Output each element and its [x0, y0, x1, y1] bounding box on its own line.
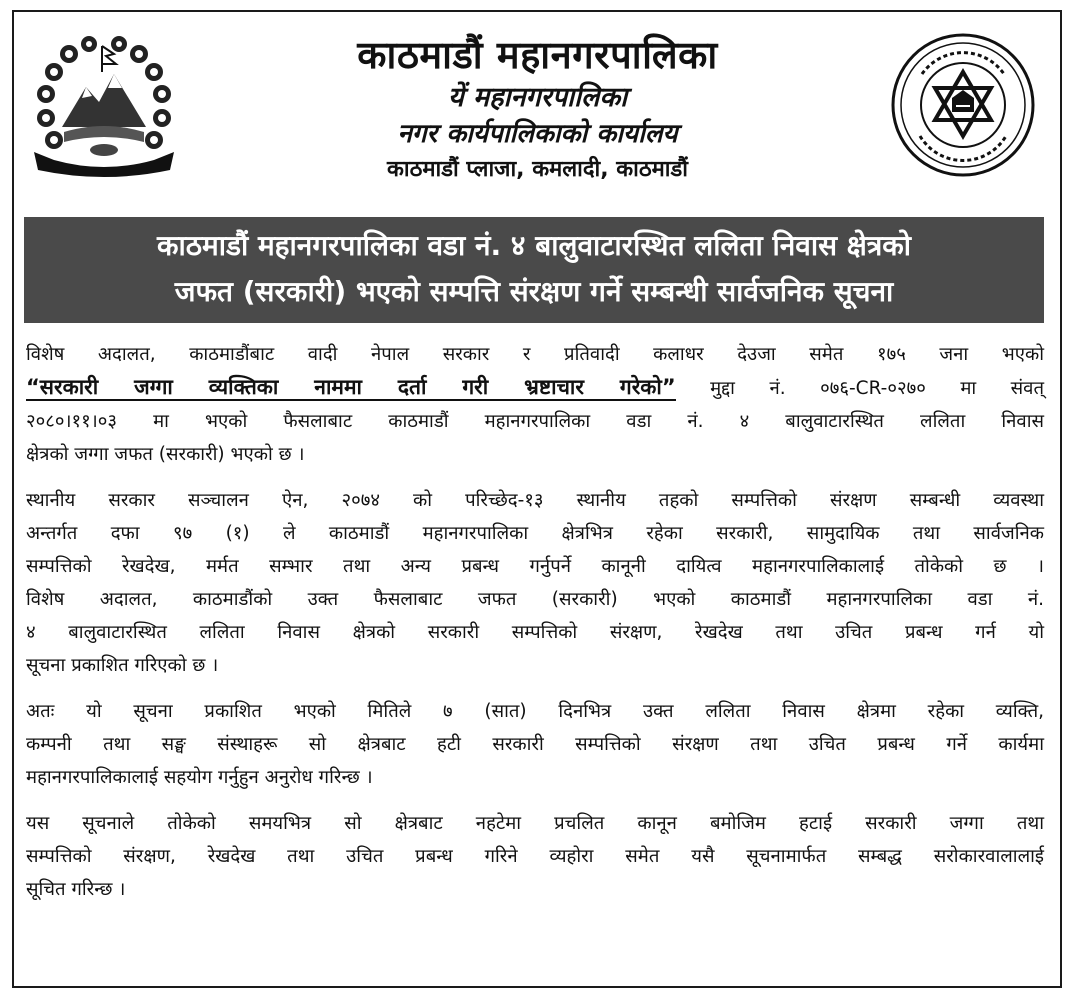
- org-name-newari: यें महानगरपालिका: [447, 82, 628, 113]
- paragraph-4: [26, 807, 1044, 906]
- office-address: काठमाडौं प्लाजा, कमलादी, काठमाडौं: [387, 157, 688, 182]
- body-line-segment: मुद्दा नं. ०७६-CR-०२७० मा संवत्: [675, 378, 1045, 399]
- notice-title-line-2: जफत (सरकारी) भएको सम्पत्ति संरक्षण गर्ने सम्बन्धी सार्वजनिक सूचना: [174, 275, 894, 308]
- body-line: विशेष अदालत, काठमाडौंबाट वादी नेपाल सरकार र प्रतिवादी कलाधर देउजा समेत १७५ जना भएको: [26, 344, 1044, 365]
- header: [200, 30, 875, 188]
- body-line: [26, 371, 1044, 405]
- body-line: ४ बालुवाटारस्थित ललिता निवास क्षेत्रको सरकारी सम्पत्तिको संरक्षण, रेखदेख तथा उचित प्रबन्ध गर्न यो: [26, 622, 1044, 643]
- body-line: सूचना प्रकाशित गरिएको छ ।: [26, 655, 219, 676]
- nepal-emblem-icon: [24, 32, 184, 182]
- paragraph-1: [26, 338, 1044, 471]
- kmc-seal-icon: [890, 32, 1036, 178]
- body-line: सम्पत्तिको संरक्षण, रेखदेख तथा उचित प्रबन्ध गरिने व्यहोरा समेत यसै सूचनामार्फत सम्बद्ध सरोकारवालालाई: [26, 846, 1044, 867]
- body-line: सूचित गरिन्छ ।: [26, 879, 126, 900]
- notice-title-line-1: काठमाडौं महानगरपालिका वडा नं. ४ बालुवाटारस्थित ललिता निवास क्षेत्रको: [156, 229, 912, 262]
- body-line: स्थानीय सरकार सञ्चालन ऐन, २०७४ को परिच्छेद-१३ स्थानीय तहको सम्पत्तिको संरक्षण सम्बन्धी व्यवस्था: [26, 490, 1044, 511]
- office-name: नगर कार्यपालिकाको कार्यालय: [397, 119, 678, 149]
- body-line: महानगरपालिकालाई सहयोग गर्नुहुन अनुरोध गरिन्छ ।: [26, 767, 373, 788]
- body-line: यस सूचनाले तोकेको समयभित्र सो क्षेत्रबाट नहटेमा प्रचलित कानून बमोजिम हटाई सरकारी जग्गा तथा: [26, 813, 1044, 834]
- notice-body: [26, 338, 1044, 919]
- case-title-quote: “सरकारी जग्गा व्यक्तिका नाममा दर्ता गरी भ्रष्टाचार गरेको”: [26, 375, 676, 399]
- org-name: काठमाडौं महानगरपालिका: [357, 33, 718, 77]
- body-line: सम्पत्तिको रेखदेख, मर्मत सम्भार तथा अन्य प्रबन्ध गर्नुपर्ने कानूनी दायित्व महानगरपालिकालाई तोकेको छ ।: [26, 556, 1044, 577]
- paragraph-3: [26, 695, 1044, 794]
- body-line: अतः यो सूचना प्रकाशित भएको मितिले ७ (सात) दिनभित्र उक्त ललिता निवास क्षेत्रमा रहेका व्यक्ति,: [26, 701, 1044, 722]
- body-line: अन्तर्गत दफा ९७ (१) ले काठमाडौं महानगरपालिका क्षेत्रभित्र रहेका सरकारी, सामुदायिक तथा सार्वजनिक: [26, 523, 1044, 544]
- body-line: २०८०।११।०३ मा भएको फैसलाबाट काठमाडौं महानगरपालिका वडा नं. ४ बालुवाटारस्थित ललिता निवास: [26, 411, 1044, 432]
- body-line: विशेष अदालत, काठमाडौंको उक्त फैसलाबाट जफत (सरकारी) भएको काठमाडौं महानगरपालिका वडा नं.: [26, 589, 1044, 610]
- notice-title-banner: [24, 217, 1044, 323]
- body-line: क्षेत्रको जग्गा जफत (सरकारी) भएको छ ।: [26, 444, 305, 465]
- body-line: कम्पनी तथा सङ्घ संस्थाहरू सो क्षेत्रबाट हटी सरकारी सम्पत्तिको संरक्षण तथा उचित प्रबन्ध गर्ने कार्यमा: [26, 734, 1044, 755]
- paragraph-2: [26, 484, 1044, 682]
